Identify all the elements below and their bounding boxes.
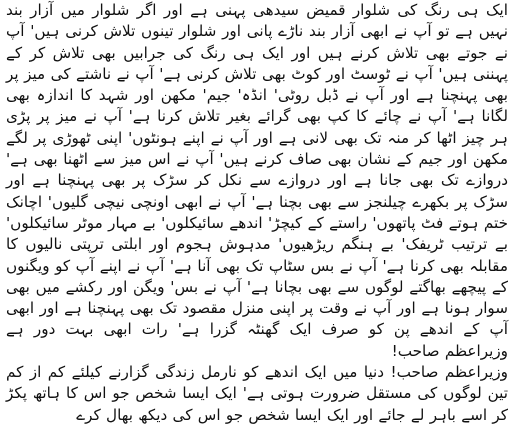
article-paragraph-2: وزیراعظم صاحب! دنیا میں ایک اندھے کو نارمل زندگی گزارنے کیلئے کم از کم تین لوگوں کی مستقل ضرورت ہوتی ہے' ایک ایسا شخص جو اس کا ہاتھ پکڑ کر اسے باہر لے جائے اور ایک ایسا شخص جو اس کی دیکھ بھال کرے (6, 363, 508, 424)
article-paragraph-2-container (6, 362, 508, 424)
article-paragraph-1: ایک ہی رنگ کی شلوار قمیض سیدھی پہنی ہے اور اگر شلوار میں آزار بند نہیں ہے تو آپ نے ابھی آزار بند ناڑے پانی اور شلوار تینوں تلاش کرنی ہیں' آپ نے جوتے بھی تلاش کرنے ہیں اور ایک ہی رنگ کی جرابیں بھی تلاش کر کے پہننی ہیں' آپ نے ٹوسٹ اور کوٹ بھی تلاش کرنی ہے' آپ نے ناشتے کی میز پر بھی پہنچنا ہے اور آپ نے ڈبل روٹی' انڈہ' جیم' مکھن اور شہد کا اندازہ بھی لگانا ہے' آپ نے چائے کا کپ بھی گرائے بغیر تلاش کرنا ہے' آپ نے میز پر پڑی ہر چیز اٹھا کر منہ تک بھی لانی ہے اور آپ نے اپنے ہونٹوں' اپنی ٹھوڑی پر لگے مکھن اور جیم کے نشان بھی صاف کرنے ہیں' آپ نے اس میز سے اٹھنا بھی ہے' دروازے تک بھی جانا ہے اور دروازے سے نکل کر سڑک پر بھی پہنچنا ہے اور سڑک پر بکھرے چیلنجز سے بھی بچنا ہے' آپ نے ابھی اونچی نیچی گلیوں' اچانک ختم ہوتے فٹ پاتھوں' راستے کے کیچڑ' اندھے سائیکلوں' بے مہار موٹر سائیکلوں' بے ترتیب ٹریفک' بے ہنگم ریڑھیوں' مدہوش ہجوم اور ابلتی ترپتی نالیوں کا مقابلہ بھی کرنا ہے' آپ نے بس سٹاپ تک بھی آنا ہے' آپ نے اپنے آپ کو ویگنوں کے پیچھے بھاگتے لوگوں سے بھی بچانا ہے' آپ نے بس' ویگن اور رکشے میں بھی سوار ہونا ہے اور آپ نے وقت پر اپنی منزل مقصود تک بھی پہنچنا ہے اور ابھی آپ کے اندھے پن کو صرف ایک گھنٹہ گزرا ہے' رات ابھی بہت دور ہے وزیراعظم صاحب! (6, 1, 508, 360)
